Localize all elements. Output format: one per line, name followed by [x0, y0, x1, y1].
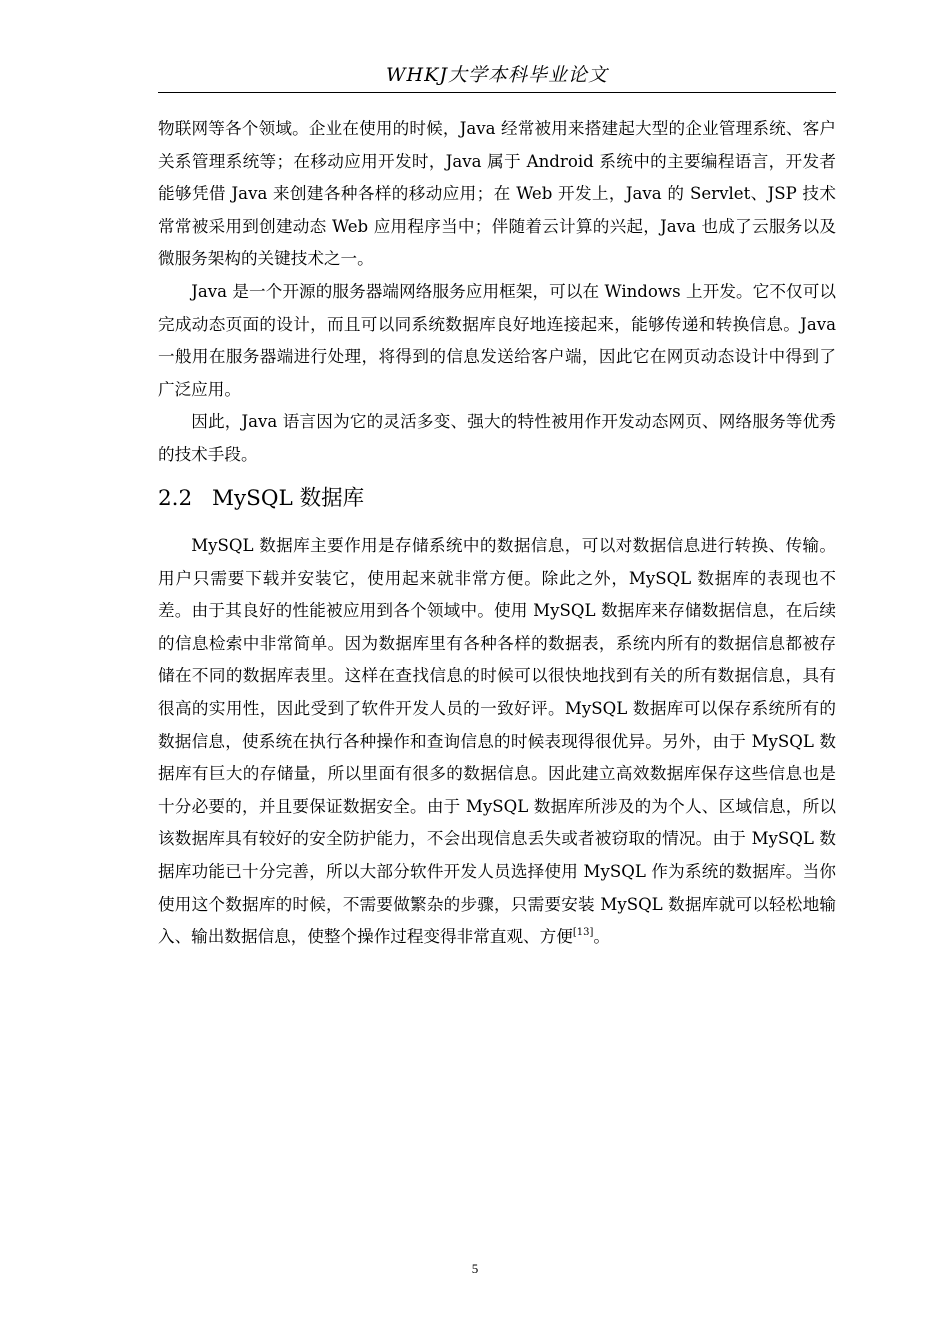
- paragraph-mysql-end: 。: [593, 927, 610, 947]
- section-title: MySQL 数据库: [212, 486, 365, 511]
- page-header-title: WHKJ大学本科毕业论文: [386, 64, 608, 86]
- paragraph-mysql-text: MySQL 数据库主要作用是存储系统中的数据信息，可以对数据信息进行转换、传输。用户只需要下载并安装它，使用起来就非常方便。除此之外，MySQL 数据库的表现也不差。由于其良好的性能被应用到各个领域中。使用 MySQL 数据库来存储数据信息，在后续的信息检索中非常简单。因为数据库里有各种各样的数据表，系统内所有的数据信息都被存储在不同的数据库表里。这样在查找信息的时候可以很快地找到有关的所有数据信息，具有很高的实用性，因此受到了软件开发人员的一致好评。MySQL 数据库可以保存系统所有的数据信息，使系统在执行各种操作和查询信息的时候表现得很优异。另外，由于 MySQL 数据库有巨大的存储量，所以里面有很多的数据信息。因此建立高效数据库保存这些信息也是十分必要的，并且要保证数据安全。由于 MySQL 数据库所涉及的为个人、区域信息，所以该数据库具有较好的安全防护能力，不会出现信息丢失或者被窃取的情况。由于 MySQL 数据库功能已十分完善，所以大部分软件开发人员选择使用 MySQL 作为系统的数据库。当你使用这个数据库的时候，不需要做繁杂的步骤，只需要安装 MySQL 数据库就可以轻松地输入、输出数据信息，使整个操作过程变得非常直观、方便: [158, 536, 836, 947]
- page-number: 5: [471, 1261, 479, 1276]
- paragraph-mysql: [158, 530, 836, 954]
- header-divider: [158, 92, 836, 93]
- paragraph-java-conclusion: 因此，Java 语言因为它的灵活多变、强大的特性被用作开发动态网页、网络服务等优秀的技术手段。: [158, 412, 836, 464]
- paragraph-java-applications: 物联网等各个领域。企业在使用的时候，Java 经常被用来搭建起大型的企业管理系统、客户关系管理系统等；在移动应用开发时，Java 属于 Android 系统中的主要编程语言，开发者能够凭借 Java 来创建各种各样的移动应用；在 Web 开发上，Java 的 Servlet、JSP 技术常常被采用到创建动态 Web 应用程序当中；伴随着云计算的兴起，Java 也成了云服务以及微服务架构的关键技术之一。: [158, 119, 836, 269]
- section-number: 2.2: [158, 486, 193, 511]
- paragraph-java-framework: Java 是一个开源的服务器端网络服务应用框架，可以在 Windows 上开发。它不仅可以完成动态页面的设计，而且可以同系统数据库良好地连接起来，能够传递和转换信息。Java 一般用在服务器端进行处理，将得到的信息发送给客户端，因此它在网页动态设计中得到了广泛应用。: [158, 282, 836, 399]
- section-heading: [158, 482, 364, 516]
- citation-reference: [13]: [572, 927, 594, 939]
